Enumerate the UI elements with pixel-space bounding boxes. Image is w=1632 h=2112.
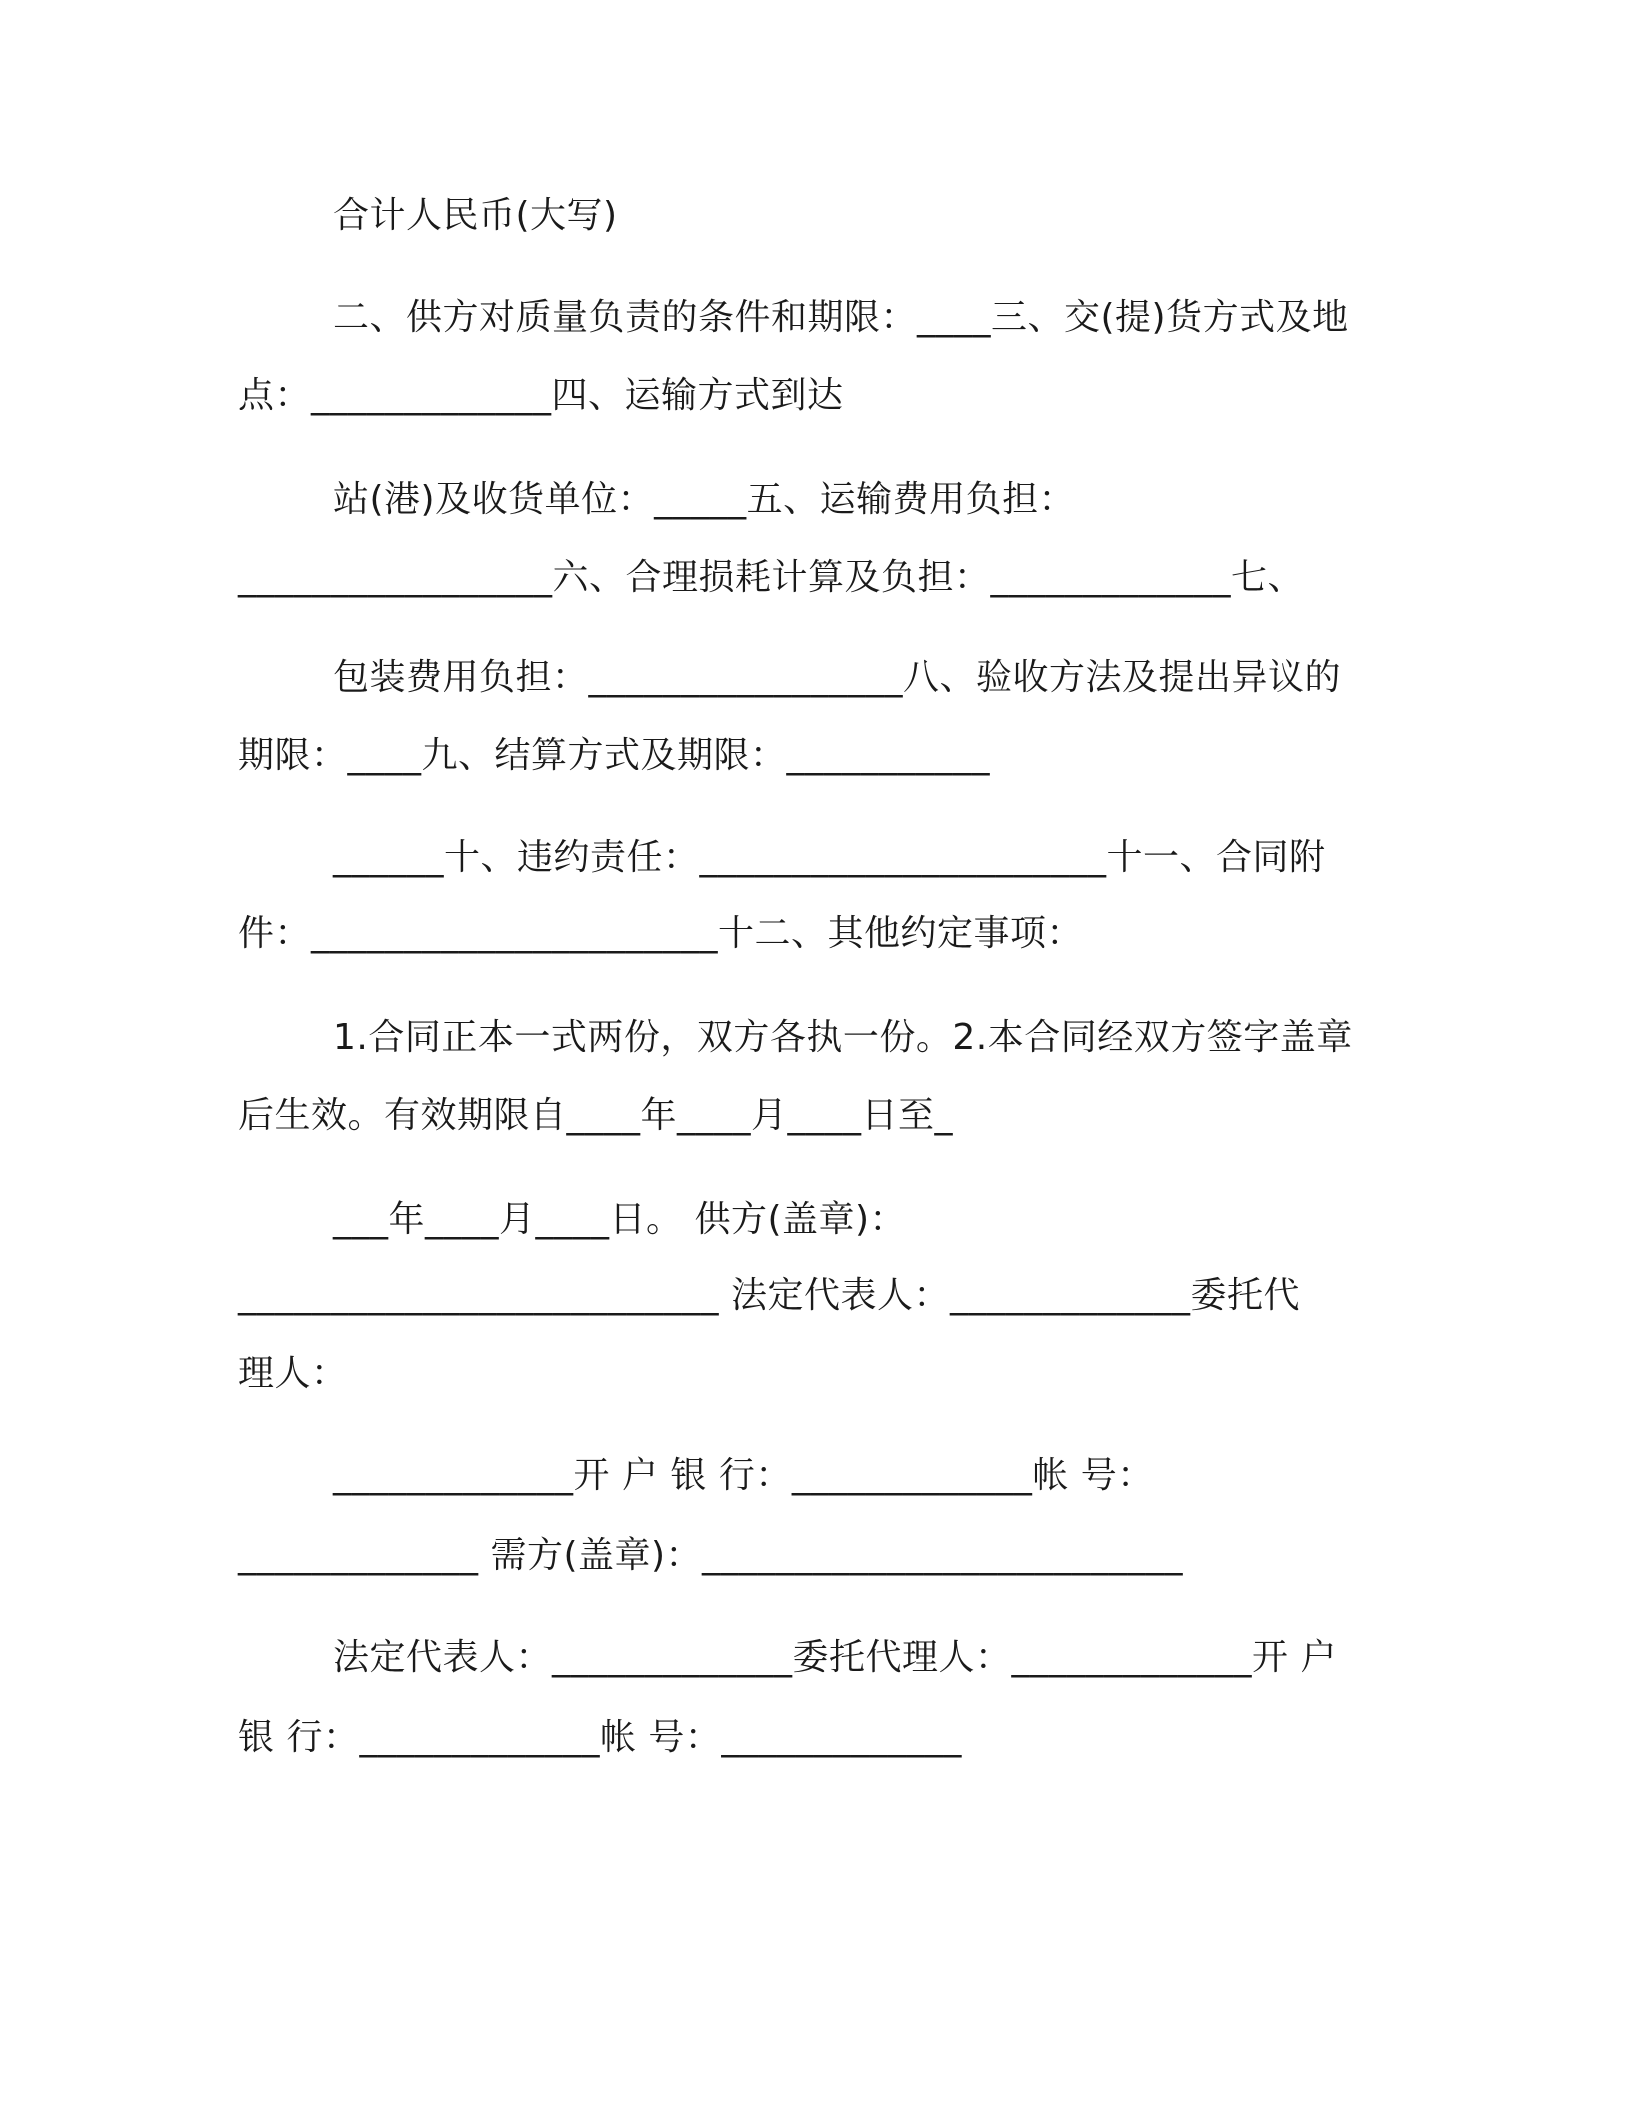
clause-7-8-line: 包装费用负担：_________________八、验收方法及提出异议的 <box>333 657 1342 698</box>
supplier-bank-account-line: _____________开 户 银 行：_____________帐 号： <box>333 1455 1154 1496</box>
validity-end-supplier-seal-line: ___年____月____日。 供方(盖章)： <box>333 1199 907 1240</box>
supplier-representative-line: __________________________ 法定代表人：_____________委托代 <box>238 1275 1300 1316</box>
buyer-representative-line: 法定代表人：_____________委托代理人：_____________开 户 <box>333 1637 1337 1678</box>
clause-2-3-line: 二、供方对质量负责的条件和期限：____三、交(提)货方式及地 <box>333 297 1349 338</box>
other-terms-1-line: 1.合同正本一式两份，双方各执一份。2.本合同经双方签字盖章 <box>333 1017 1353 1058</box>
clause-4-5-line: 站(港)及收货单位：_____五、运输费用负担： <box>333 479 1076 520</box>
buyer-bank-account-line: 银 行：_____________帐 号：_____________ <box>238 1717 962 1758</box>
supplier-agent-label-line: 理人： <box>238 1353 348 1394</box>
clause-6-7-line: _________________六、合理损耗计算及负担：_____________七、 <box>238 557 1305 598</box>
clause-3-4-line: 点：_____________四、运输方式到达 <box>238 375 844 416</box>
clause-8-9-line: 期限：____九、结算方式及期限：___________ <box>238 735 991 776</box>
clause-10-11-line: ______十、违约责任：______________________十一、合同附 <box>333 837 1326 878</box>
buyer-seal-line: _____________ 需方(盖章)：__________________________ <box>238 1535 1184 1576</box>
validity-period-line: 后生效。有效期限自____年____月____日至_ <box>238 1095 954 1136</box>
total-rmb-line: 合计人民币(大写) <box>333 195 618 236</box>
clause-11-12-line: 件：______________________十二、其他约定事项： <box>238 913 1084 954</box>
